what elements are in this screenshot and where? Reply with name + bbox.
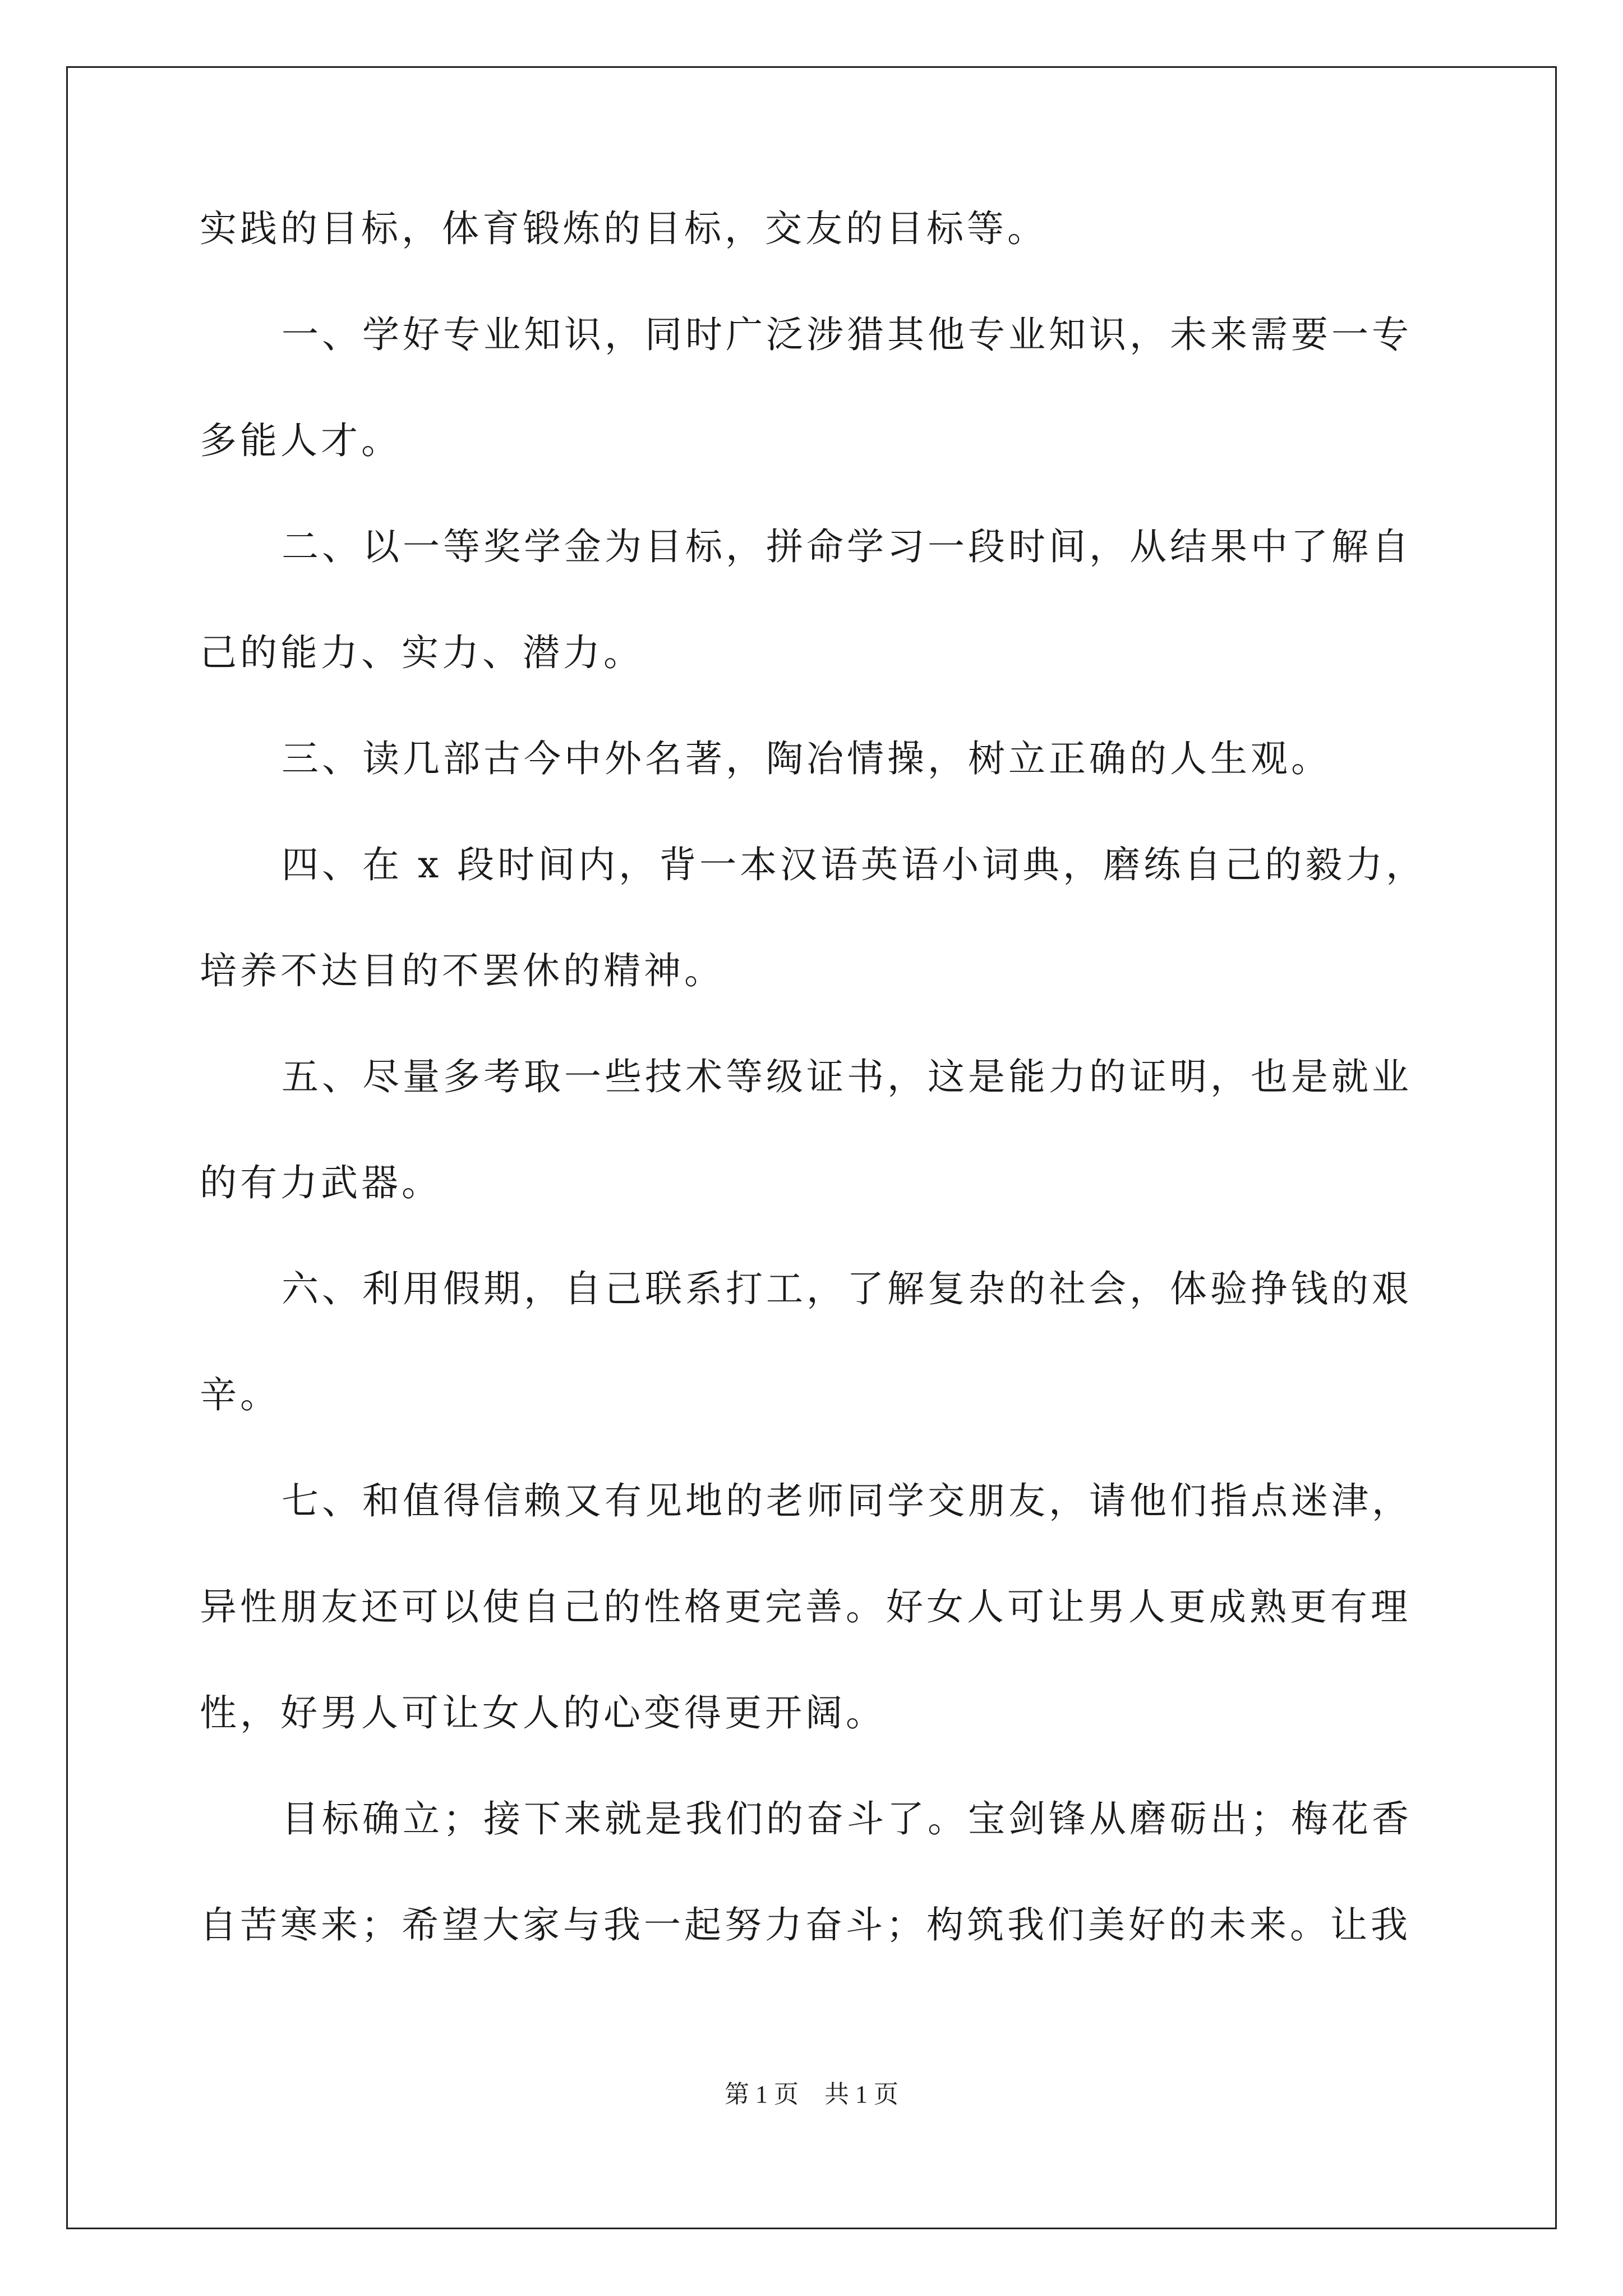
text-line: 三、读几部古今中外名著，陶冶情操，树立正确的人生观。 bbox=[282, 737, 1331, 780]
page-number-total: 共 1 页 bbox=[824, 2081, 898, 2108]
text-line: 的有力武器。 bbox=[200, 1161, 442, 1204]
text-line: 七、和值得信赖又有见地的老师同学交朋友，请他们指点迷津， bbox=[282, 1479, 1412, 1522]
text-line: 辛。 bbox=[200, 1373, 280, 1416]
text-line: 己的能力、实力、潜力。 bbox=[200, 631, 644, 674]
text-line: 性，好男人可让女人的心变得更开阔。 bbox=[200, 1691, 886, 1734]
page-footer bbox=[0, 2079, 1623, 2110]
text-line: 四、在 x 段时间内，背一本汉语英语小词典，磨练自己的毅力， bbox=[282, 843, 1427, 886]
text-line: 五、尽量多考取一些技术等级证书，这是能力的证明，也是就业 bbox=[282, 1055, 1412, 1098]
text-line: 异性朋友还可以使自己的性格更完善。好女人可让男人更成熟更有理 bbox=[200, 1585, 1411, 1628]
text-line: 二、以一等奖学金为目标，拼命学习一段时间，从结果中了解自 bbox=[282, 525, 1412, 568]
page-number-current: 第 1 页 bbox=[725, 2081, 799, 2108]
text-line: 多能人才。 bbox=[200, 419, 402, 462]
text-line: 六、利用假期，自己联系打工，了解复杂的社会，体验挣钱的艰 bbox=[282, 1267, 1412, 1310]
text-line: 自苦寒来；希望大家与我一起努力奋斗；构筑我们美好的未来。让我 bbox=[200, 1903, 1411, 1947]
text-line: 培养不达目的不罢休的精神。 bbox=[200, 949, 725, 992]
text-line: 目标确立；接下来就是我们的奋斗了。宝剑锋从磨砺出；梅花香 bbox=[282, 1797, 1412, 1841]
text-line: 一、学好专业知识，同时广泛涉猎其他专业知识，未来需要一专 bbox=[282, 313, 1412, 356]
text-line: 实践的目标，体育锻炼的目标，交友的目标等。 bbox=[200, 207, 1048, 250]
